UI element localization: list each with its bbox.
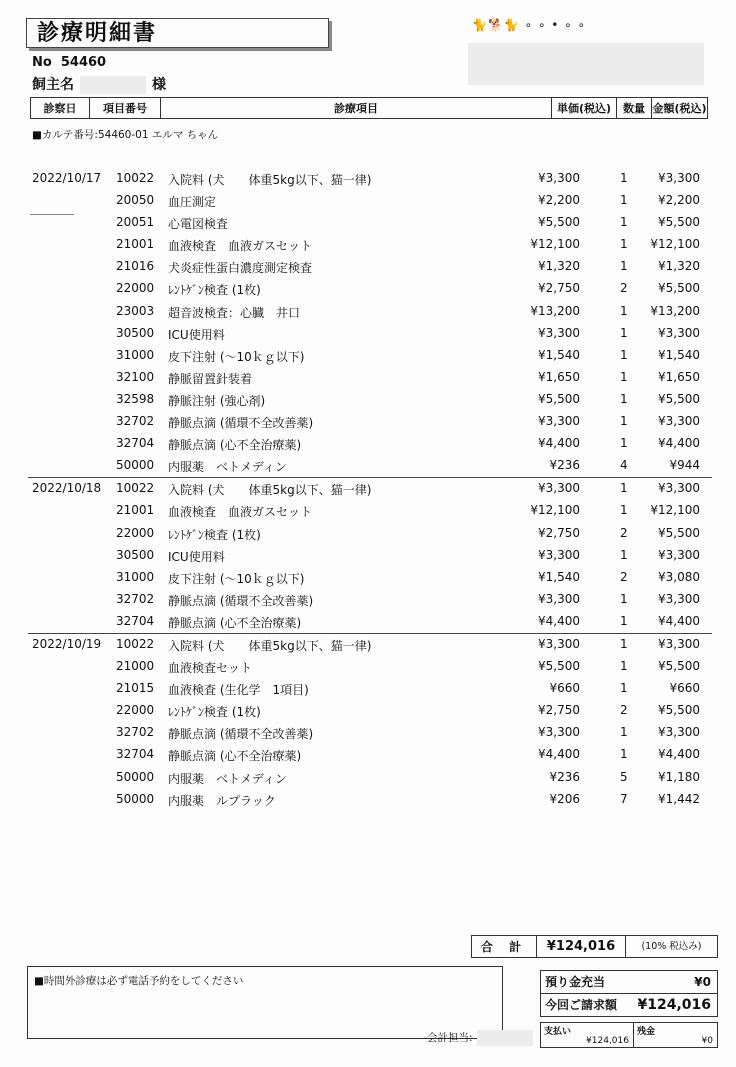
row-item: ICU使用料 [168, 549, 225, 564]
row-price: ¥4,400 [538, 613, 580, 628]
table-header [30, 97, 708, 119]
row-item: 静脈点滴 (心不全治療薬) [168, 749, 302, 764]
table-row [28, 323, 712, 345]
row-price: ¥1,320 [538, 259, 580, 274]
row-item: ICU使用料 [168, 327, 225, 342]
row-qty: 1 [620, 725, 628, 740]
row-code: 50000 [116, 458, 155, 473]
row-code: 22000 [116, 525, 155, 540]
row-item: 静脈注射 (強心剤) [168, 393, 266, 408]
row-amount: ¥1,180 [658, 769, 700, 784]
row-code: 32702 [116, 414, 155, 429]
table-row [28, 168, 712, 190]
record-number [32, 55, 106, 70]
row-item: 皮下注射 (～10ｋｇ以下) [168, 349, 305, 364]
header-code: 項目番号 [90, 98, 161, 118]
row-date: 2022/10/17 [32, 171, 102, 185]
total-box [471, 935, 718, 958]
row-item: ﾚﾝﾄｹﾞﾝ検査 (1枚) [168, 527, 261, 542]
header-item: 診療項目 [161, 98, 552, 118]
row-qty: 7 [620, 791, 628, 806]
row-code: 31000 [116, 347, 155, 362]
total-value: ¥124,016 [537, 936, 626, 957]
row-qty: 1 [620, 414, 628, 429]
row-item: 血液検査セット [168, 661, 253, 676]
row-qty: 1 [620, 171, 628, 185]
row-qty: 1 [620, 325, 628, 340]
row-qty: 2 [620, 703, 628, 718]
row-amount: ¥3,300 [658, 725, 700, 740]
table-row [28, 500, 712, 522]
row-qty: 1 [620, 369, 628, 384]
paid-change-box [540, 1022, 718, 1048]
row-item: 静脈点滴 (循環不全改善薬) [168, 593, 314, 608]
row-item: 静脈点滴 (心不全治療薬) [168, 615, 302, 630]
row-amount: ¥944 [669, 458, 700, 473]
row-code: 32702 [116, 591, 155, 606]
row-date: 2022/10/18 [32, 481, 102, 496]
row-amount: ¥4,400 [658, 436, 700, 451]
row-item: ﾚﾝﾄｹﾞﾝ検査 (1枚) [168, 283, 261, 298]
header-amount: 金額(税込) [652, 102, 707, 115]
row-code: 21001 [116, 503, 155, 518]
row-price: ¥3,300 [538, 591, 580, 606]
row-amount: ¥12,100 [650, 237, 700, 252]
paid-value: ¥124,016 [586, 1036, 629, 1046]
row-code: 20051 [116, 215, 155, 230]
table-row [28, 190, 712, 212]
row-item: 血液検査 血液ガスセット [168, 505, 313, 520]
row-qty: 1 [620, 193, 628, 208]
change-cell [634, 1023, 717, 1047]
row-code: 30500 [116, 547, 155, 562]
line-items [28, 168, 712, 811]
row-amount: ¥3,300 [658, 481, 700, 496]
row-code: 32704 [116, 613, 155, 628]
payment-box [540, 970, 718, 1017]
row-item: 内服薬 ベトメディン [168, 771, 287, 786]
row-price: ¥1,650 [538, 369, 580, 384]
table-row [28, 567, 712, 589]
row-code: 22000 [116, 703, 155, 718]
table-row [28, 234, 712, 256]
row-amount: ¥3,300 [658, 325, 700, 340]
row-code: 22000 [116, 281, 155, 296]
table-row [28, 345, 712, 367]
row-code: 30500 [116, 325, 155, 340]
row-item: 血圧測定 [168, 195, 217, 210]
row-qty: 1 [620, 237, 628, 252]
row-price: ¥3,300 [538, 171, 580, 185]
row-item: 内服薬 ルプラック [168, 793, 276, 808]
row-amount: ¥4,400 [658, 747, 700, 762]
row-code: 21016 [116, 259, 155, 274]
table-row [28, 656, 712, 678]
row-price: ¥5,500 [538, 659, 580, 674]
row-amount: ¥1,650 [658, 369, 700, 384]
row-qty: 1 [620, 259, 628, 274]
row-qty: 1 [620, 303, 628, 318]
row-code: 10022 [116, 636, 155, 651]
row-item: 静脈点滴 (循環不全改善薬) [168, 416, 314, 431]
row-amount: ¥4,400 [658, 613, 700, 628]
row-amount: ¥3,300 [658, 171, 700, 185]
row-code: 31000 [116, 569, 155, 584]
row-amount: ¥5,500 [658, 215, 700, 230]
row-price: ¥1,540 [538, 347, 580, 362]
record-number-label: No [32, 55, 52, 70]
record-number-value: 54460 [60, 55, 107, 70]
table-row [28, 789, 712, 811]
row-price: ¥3,300 [538, 636, 580, 651]
row-item: 血液検査 (生化学 1項目) [168, 683, 309, 698]
owner-name-redacted [80, 76, 146, 94]
row-code: 23003 [116, 303, 155, 318]
staff-name-redacted [477, 1030, 533, 1046]
row-code: 10022 [116, 481, 155, 496]
row-item: 心電図検査 [168, 217, 229, 232]
table-row [28, 278, 712, 300]
row-amount: ¥13,200 [650, 303, 700, 318]
table-row [28, 611, 712, 633]
row-qty: 1 [620, 659, 628, 674]
row-qty: 1 [620, 636, 628, 651]
row-item: 皮下注射 (～10ｋｇ以下) [168, 571, 305, 586]
row-amount: ¥5,500 [658, 525, 700, 540]
row-price: ¥3,300 [538, 414, 580, 429]
row-amount: ¥12,100 [650, 503, 700, 518]
row-qty: 1 [620, 347, 628, 362]
row-item: 静脈点滴 (心不全治療薬) [168, 438, 302, 453]
billed-value: ¥124,016 [637, 997, 711, 1013]
row-amount: ¥3,300 [658, 636, 700, 651]
table-row [28, 678, 712, 700]
row-code: 32704 [116, 747, 155, 762]
row-price: ¥236 [549, 458, 580, 473]
row-price: ¥3,300 [538, 725, 580, 740]
table-row [28, 389, 712, 411]
header-date: 診察日 [31, 98, 90, 118]
row-qty: 1 [620, 391, 628, 406]
row-amount: ¥3,300 [658, 547, 700, 562]
row-price: ¥4,400 [538, 747, 580, 762]
table-row [28, 212, 712, 234]
row-code: 50000 [116, 769, 155, 784]
row-price: ¥2,750 [538, 525, 580, 540]
row-price: ¥3,300 [538, 481, 580, 496]
row-code: 10022 [116, 171, 155, 185]
row-code: 21000 [116, 659, 155, 674]
row-qty: 1 [620, 591, 628, 606]
table-row [28, 455, 712, 477]
row-amount: ¥2,200 [658, 193, 700, 208]
row-price: ¥12,100 [530, 237, 580, 252]
row-code: 50000 [116, 791, 155, 806]
row-item: 静脈点滴 (循環不全改善薬) [168, 727, 314, 742]
deposit-value: ¥0 [694, 975, 711, 989]
row-qty: 1 [620, 215, 628, 230]
total-label: 合 計 [472, 936, 537, 957]
owner-label: 飼主名 [32, 77, 74, 93]
row-item: 犬炎症性蛋白濃度測定検査 [168, 261, 313, 276]
row-qty: 1 [620, 747, 628, 762]
row-price: ¥1,540 [538, 569, 580, 584]
billed-row [541, 994, 717, 1016]
row-amount: ¥3,080 [658, 569, 700, 584]
table-row [28, 411, 712, 433]
row-amount: ¥5,500 [658, 391, 700, 406]
row-amount: ¥5,500 [658, 703, 700, 718]
tax-note: (10% 税込み) [641, 941, 702, 952]
staff-label: 会計担当: [427, 1032, 473, 1044]
row-amount: ¥3,300 [658, 414, 700, 429]
header-qty: 数量 [617, 98, 652, 118]
row-code: 21015 [116, 681, 155, 696]
paid-label: 支払い [544, 1027, 572, 1037]
row-item: 入院料 (犬 体重5kg以下、猫一律) [168, 483, 372, 498]
row-item: 内服薬 ベトメディン [168, 460, 287, 475]
row-amount: ¥660 [669, 681, 700, 696]
row-code: 32704 [116, 436, 155, 451]
row-price: ¥3,300 [538, 325, 580, 340]
row-qty: 1 [620, 436, 628, 451]
paid-cell [541, 1023, 634, 1047]
row-code: 20050 [116, 193, 155, 208]
row-qty: 2 [620, 525, 628, 540]
owner-suffix: 様 [152, 77, 166, 93]
row-price: ¥2,750 [538, 281, 580, 296]
row-code: 32702 [116, 725, 155, 740]
row-item: 入院料 (犬 体重5kg以下、猫一律) [168, 638, 372, 653]
row-amount: ¥3,300 [658, 591, 700, 606]
table-row [28, 367, 712, 389]
document-title: 診療明細書 [26, 18, 329, 48]
table-row [28, 256, 712, 278]
billed-label: 今回ご請求額 [545, 998, 618, 1012]
table-row [28, 301, 712, 323]
row-price: ¥12,100 [530, 503, 580, 518]
deposit-label: 預り金充当 [545, 975, 606, 989]
row-item: ﾚﾝﾄｹﾞﾝ検査 (1枚) [168, 705, 261, 720]
row-item: 入院料 (犬 体重5kg以下、猫一律) [168, 173, 372, 187]
table-row [28, 700, 712, 722]
row-price: ¥5,500 [538, 391, 580, 406]
table-row [28, 767, 712, 789]
row-qty: 4 [620, 458, 628, 473]
row-price: ¥2,750 [538, 703, 580, 718]
row-qty: 1 [620, 481, 628, 496]
row-amount: ¥5,500 [658, 281, 700, 296]
row-qty: 5 [620, 769, 628, 784]
header-price: 単価(税込) [552, 98, 617, 118]
row-amount: ¥1,540 [658, 347, 700, 362]
table-row [28, 523, 712, 545]
deposit-row [541, 971, 717, 994]
notice-box: ■時間外診療は必ず電話予約をしてください [27, 966, 503, 1039]
row-qty: 2 [620, 569, 628, 584]
row-price: ¥4,400 [538, 436, 580, 451]
row-amount: ¥5,500 [658, 659, 700, 674]
row-qty: 1 [620, 547, 628, 562]
owner-name [32, 74, 166, 94]
karte-number: ■カルテ番号:54460-01 エルマ ちゃん [32, 129, 219, 141]
row-code: 21001 [116, 237, 155, 252]
table-row [28, 722, 712, 744]
row-date: 2022/10/19 [32, 636, 102, 651]
row-code: 32598 [116, 391, 155, 406]
row-price: ¥660 [549, 681, 580, 696]
row-qty: 1 [620, 681, 628, 696]
row-qty: 1 [620, 613, 628, 628]
row-item: 超音波検査：心臓 井口 [168, 305, 301, 320]
row-item: 血液検査 血液ガスセット [168, 239, 313, 254]
row-qty: 1 [620, 503, 628, 518]
table-row [28, 633, 712, 656]
row-price: ¥236 [549, 769, 580, 784]
table-row [28, 589, 712, 611]
row-item: 静脈留置針装着 [168, 371, 253, 386]
clinic-animal-logo: 🐈🐕🐈 ∘ ∘ • ∘ ∘ [472, 18, 587, 32]
row-price: ¥206 [549, 791, 580, 806]
table-row [28, 477, 712, 500]
table-row [28, 433, 712, 455]
row-price: ¥3,300 [538, 547, 580, 562]
clinic-info-redacted [468, 43, 704, 85]
row-price: ¥2,200 [538, 193, 580, 208]
row-code: 32100 [116, 369, 155, 384]
row-price: ¥5,500 [538, 215, 580, 230]
row-amount: ¥1,320 [658, 259, 700, 274]
staff-line [427, 1030, 533, 1046]
table-row [28, 744, 712, 766]
row-amount: ¥1,442 [658, 791, 700, 806]
change-label: 残金 [637, 1027, 656, 1037]
row-price: ¥13,200 [530, 303, 580, 318]
row-qty: 2 [620, 281, 628, 296]
table-row [28, 545, 712, 567]
change-value: ¥0 [701, 1036, 713, 1046]
